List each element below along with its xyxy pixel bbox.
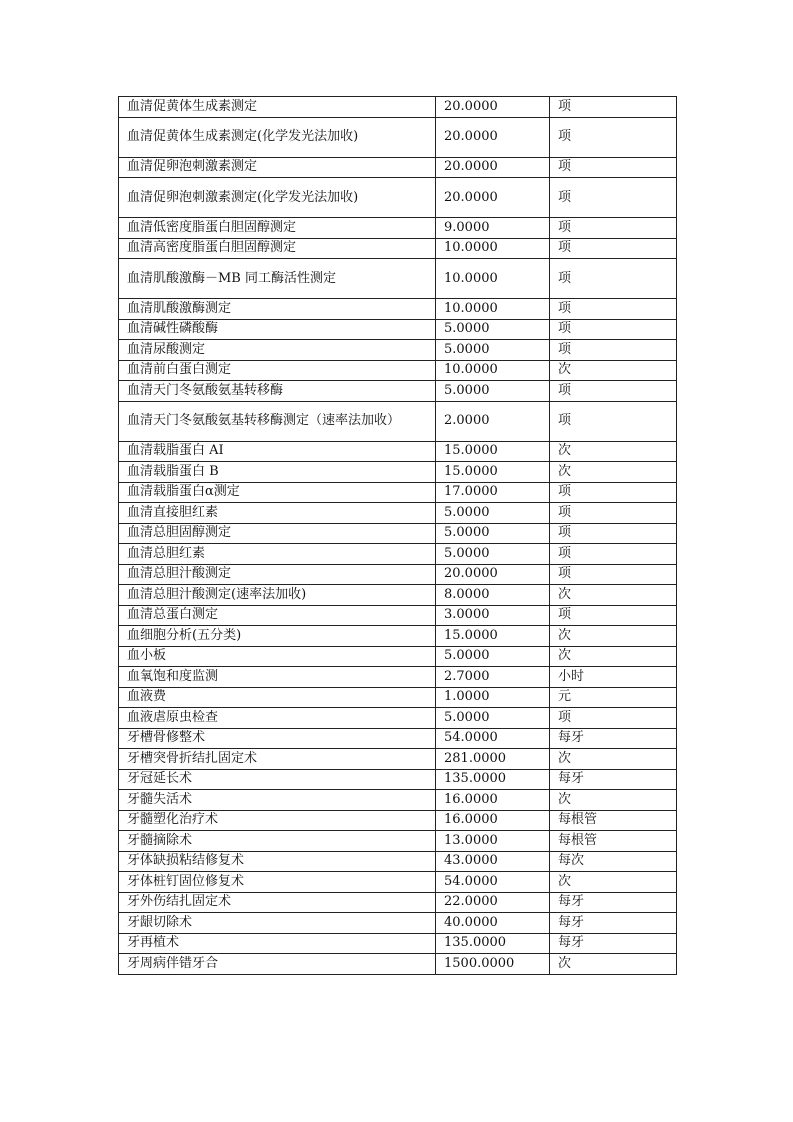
unit-cell: 次 (550, 462, 677, 483)
price-cell: 5.0000 (436, 708, 550, 729)
price-cell: 2.7000 (436, 667, 550, 688)
price-cell: 20.0000 (436, 564, 550, 585)
table-row (119, 441, 677, 462)
table-row (119, 913, 677, 934)
price-cell: 43.0000 (436, 851, 550, 872)
table-row (119, 401, 677, 441)
price-cell: 8.0000 (436, 585, 550, 606)
price-cell: 15.0000 (436, 626, 550, 647)
unit-cell: 项 (550, 178, 677, 218)
table-row (119, 728, 677, 749)
table-row (119, 585, 677, 606)
unit-cell: 次 (550, 872, 677, 893)
table-row (119, 259, 677, 299)
item-name-cell: 牙髓失活术 (119, 790, 436, 811)
item-name-cell: 血清肌酸激酶测定 (119, 299, 436, 320)
unit-cell: 每牙 (550, 728, 677, 749)
price-cell: 5.0000 (436, 340, 550, 361)
table-row (119, 564, 677, 585)
price-cell: 15.0000 (436, 462, 550, 483)
price-cell: 16.0000 (436, 810, 550, 831)
table-row (119, 605, 677, 626)
unit-cell: 次 (550, 441, 677, 462)
price-cell: 1.0000 (436, 687, 550, 708)
unit-cell: 次 (550, 626, 677, 647)
item-name-cell: 牙槽骨修整术 (119, 728, 436, 749)
item-name-cell: 血清促卵泡刺激素测定(化学发光法加收) (119, 178, 436, 218)
price-cell: 9.0000 (436, 218, 550, 239)
item-name-cell: 血清前白蛋白测定 (119, 360, 436, 381)
item-name-cell: 血氧饱和度监测 (119, 667, 436, 688)
table-row (119, 769, 677, 790)
item-name-cell: 牙髓塑化治疗术 (119, 810, 436, 831)
unit-cell: 项 (550, 319, 677, 340)
price-cell: 20.0000 (436, 117, 550, 157)
fee-table (118, 96, 677, 975)
unit-cell: 项 (550, 503, 677, 524)
price-cell: 10.0000 (436, 299, 550, 320)
item-name-cell: 血清低密度脂蛋白胆固醇测定 (119, 218, 436, 239)
table-row (119, 97, 677, 118)
unit-cell: 项 (550, 259, 677, 299)
item-name-cell: 血清促黄体生成素测定(化学发光法加收) (119, 117, 436, 157)
unit-cell: 项 (550, 523, 677, 544)
table-row (119, 523, 677, 544)
table-row (119, 178, 677, 218)
table-row (119, 503, 677, 524)
table-row (119, 892, 677, 913)
table-row (119, 646, 677, 667)
price-cell: 3.0000 (436, 605, 550, 626)
price-cell: 5.0000 (436, 319, 550, 340)
table-row (119, 238, 677, 259)
price-cell: 13.0000 (436, 831, 550, 852)
table-row (119, 319, 677, 340)
price-cell: 17.0000 (436, 482, 550, 503)
price-cell: 54.0000 (436, 728, 550, 749)
table-row (119, 482, 677, 503)
table-row (119, 790, 677, 811)
item-name-cell: 血清载脂蛋白 B (119, 462, 436, 483)
table-row (119, 708, 677, 729)
item-name-cell: 牙髓摘除术 (119, 831, 436, 852)
table-row (119, 954, 677, 975)
table-row (119, 544, 677, 565)
unit-cell: 次 (550, 749, 677, 770)
item-name-cell: 血清天门冬氨酸氨基转移酶测定（速率法加收） (119, 401, 436, 441)
item-name-cell: 牙体桩钉固位修复术 (119, 872, 436, 893)
table-row (119, 340, 677, 361)
unit-cell: 项 (550, 544, 677, 565)
item-name-cell: 牙体缺损粘结修复术 (119, 851, 436, 872)
unit-cell: 项 (550, 381, 677, 402)
table-row (119, 626, 677, 647)
item-name-cell: 血清碱性磷酸酶 (119, 319, 436, 340)
item-name-cell: 牙外伤结扎固定术 (119, 892, 436, 913)
item-name-cell: 血清总胆红素 (119, 544, 436, 565)
unit-cell: 项 (550, 117, 677, 157)
price-cell: 16.0000 (436, 790, 550, 811)
unit-cell: 每次 (550, 851, 677, 872)
table-row (119, 667, 677, 688)
price-cell: 54.0000 (436, 872, 550, 893)
unit-cell: 项 (550, 605, 677, 626)
table-row (119, 851, 677, 872)
table-row (119, 462, 677, 483)
item-name-cell: 血清总胆汁酸测定(速率法加收) (119, 585, 436, 606)
table-row (119, 299, 677, 320)
price-cell: 2.0000 (436, 401, 550, 441)
price-cell: 281.0000 (436, 749, 550, 770)
item-name-cell: 牙槽突骨折结扎固定术 (119, 749, 436, 770)
item-name-cell: 血清促黄体生成素测定 (119, 97, 436, 118)
unit-cell: 项 (550, 564, 677, 585)
unit-cell: 项 (550, 340, 677, 361)
price-cell: 10.0000 (436, 238, 550, 259)
table-row (119, 687, 677, 708)
unit-cell: 每牙 (550, 769, 677, 790)
item-name-cell: 血细胞分析(五分类) (119, 626, 436, 647)
price-cell: 5.0000 (436, 544, 550, 565)
unit-cell: 次 (550, 954, 677, 975)
unit-cell: 每根管 (550, 810, 677, 831)
table-row (119, 749, 677, 770)
unit-cell: 项 (550, 708, 677, 729)
table-row (119, 117, 677, 157)
unit-cell: 项 (550, 157, 677, 178)
item-name-cell: 血液虐原虫检查 (119, 708, 436, 729)
item-name-cell: 血清总胆固醇测定 (119, 523, 436, 544)
price-cell: 5.0000 (436, 381, 550, 402)
price-cell: 10.0000 (436, 259, 550, 299)
item-name-cell: 牙周病伴错牙合 (119, 954, 436, 975)
item-name-cell: 血清总蛋白测定 (119, 605, 436, 626)
price-cell: 40.0000 (436, 913, 550, 934)
unit-cell: 次 (550, 790, 677, 811)
unit-cell: 项 (550, 401, 677, 441)
unit-cell: 小时 (550, 667, 677, 688)
price-cell: 135.0000 (436, 933, 550, 954)
unit-cell: 每牙 (550, 913, 677, 934)
table-row (119, 218, 677, 239)
price-cell: 15.0000 (436, 441, 550, 462)
table-row (119, 831, 677, 852)
item-name-cell: 血小板 (119, 646, 436, 667)
item-name-cell: 血清直接胆红素 (119, 503, 436, 524)
unit-cell: 每牙 (550, 933, 677, 954)
price-cell: 5.0000 (436, 503, 550, 524)
price-cell: 135.0000 (436, 769, 550, 790)
item-name-cell: 血清尿酸测定 (119, 340, 436, 361)
unit-cell: 项 (550, 299, 677, 320)
item-name-cell: 牙再植术 (119, 933, 436, 954)
table-row (119, 810, 677, 831)
unit-cell: 次 (550, 646, 677, 667)
item-name-cell: 牙冠延长术 (119, 769, 436, 790)
unit-cell: 项 (550, 482, 677, 503)
table-row (119, 157, 677, 178)
unit-cell: 项 (550, 97, 677, 118)
item-name-cell: 血清促卵泡刺激素测定 (119, 157, 436, 178)
price-cell: 1500.0000 (436, 954, 550, 975)
item-name-cell: 血清肌酸激酶－MB 同工酶活性测定 (119, 259, 436, 299)
table-row (119, 872, 677, 893)
unit-cell: 元 (550, 687, 677, 708)
unit-cell: 次 (550, 585, 677, 606)
price-cell: 20.0000 (436, 97, 550, 118)
fee-table-body (119, 97, 677, 975)
item-name-cell: 血清天门冬氨酸氨基转移酶 (119, 381, 436, 402)
price-cell: 5.0000 (436, 646, 550, 667)
unit-cell: 每牙 (550, 892, 677, 913)
price-cell: 22.0000 (436, 892, 550, 913)
table-row (119, 381, 677, 402)
item-name-cell: 血清高密度脂蛋白胆固醇测定 (119, 238, 436, 259)
unit-cell: 次 (550, 360, 677, 381)
unit-cell: 项 (550, 238, 677, 259)
price-cell: 20.0000 (436, 178, 550, 218)
table-row (119, 933, 677, 954)
unit-cell: 项 (550, 218, 677, 239)
item-name-cell: 血清总胆汁酸测定 (119, 564, 436, 585)
item-name-cell: 血清载脂蛋白α测定 (119, 482, 436, 503)
unit-cell: 每根管 (550, 831, 677, 852)
price-cell: 10.0000 (436, 360, 550, 381)
table-row (119, 360, 677, 381)
price-cell: 5.0000 (436, 523, 550, 544)
price-cell: 20.0000 (436, 157, 550, 178)
item-name-cell: 血液费 (119, 687, 436, 708)
item-name-cell: 牙龈切除术 (119, 913, 436, 934)
item-name-cell: 血清载脂蛋白 AⅠ (119, 441, 436, 462)
